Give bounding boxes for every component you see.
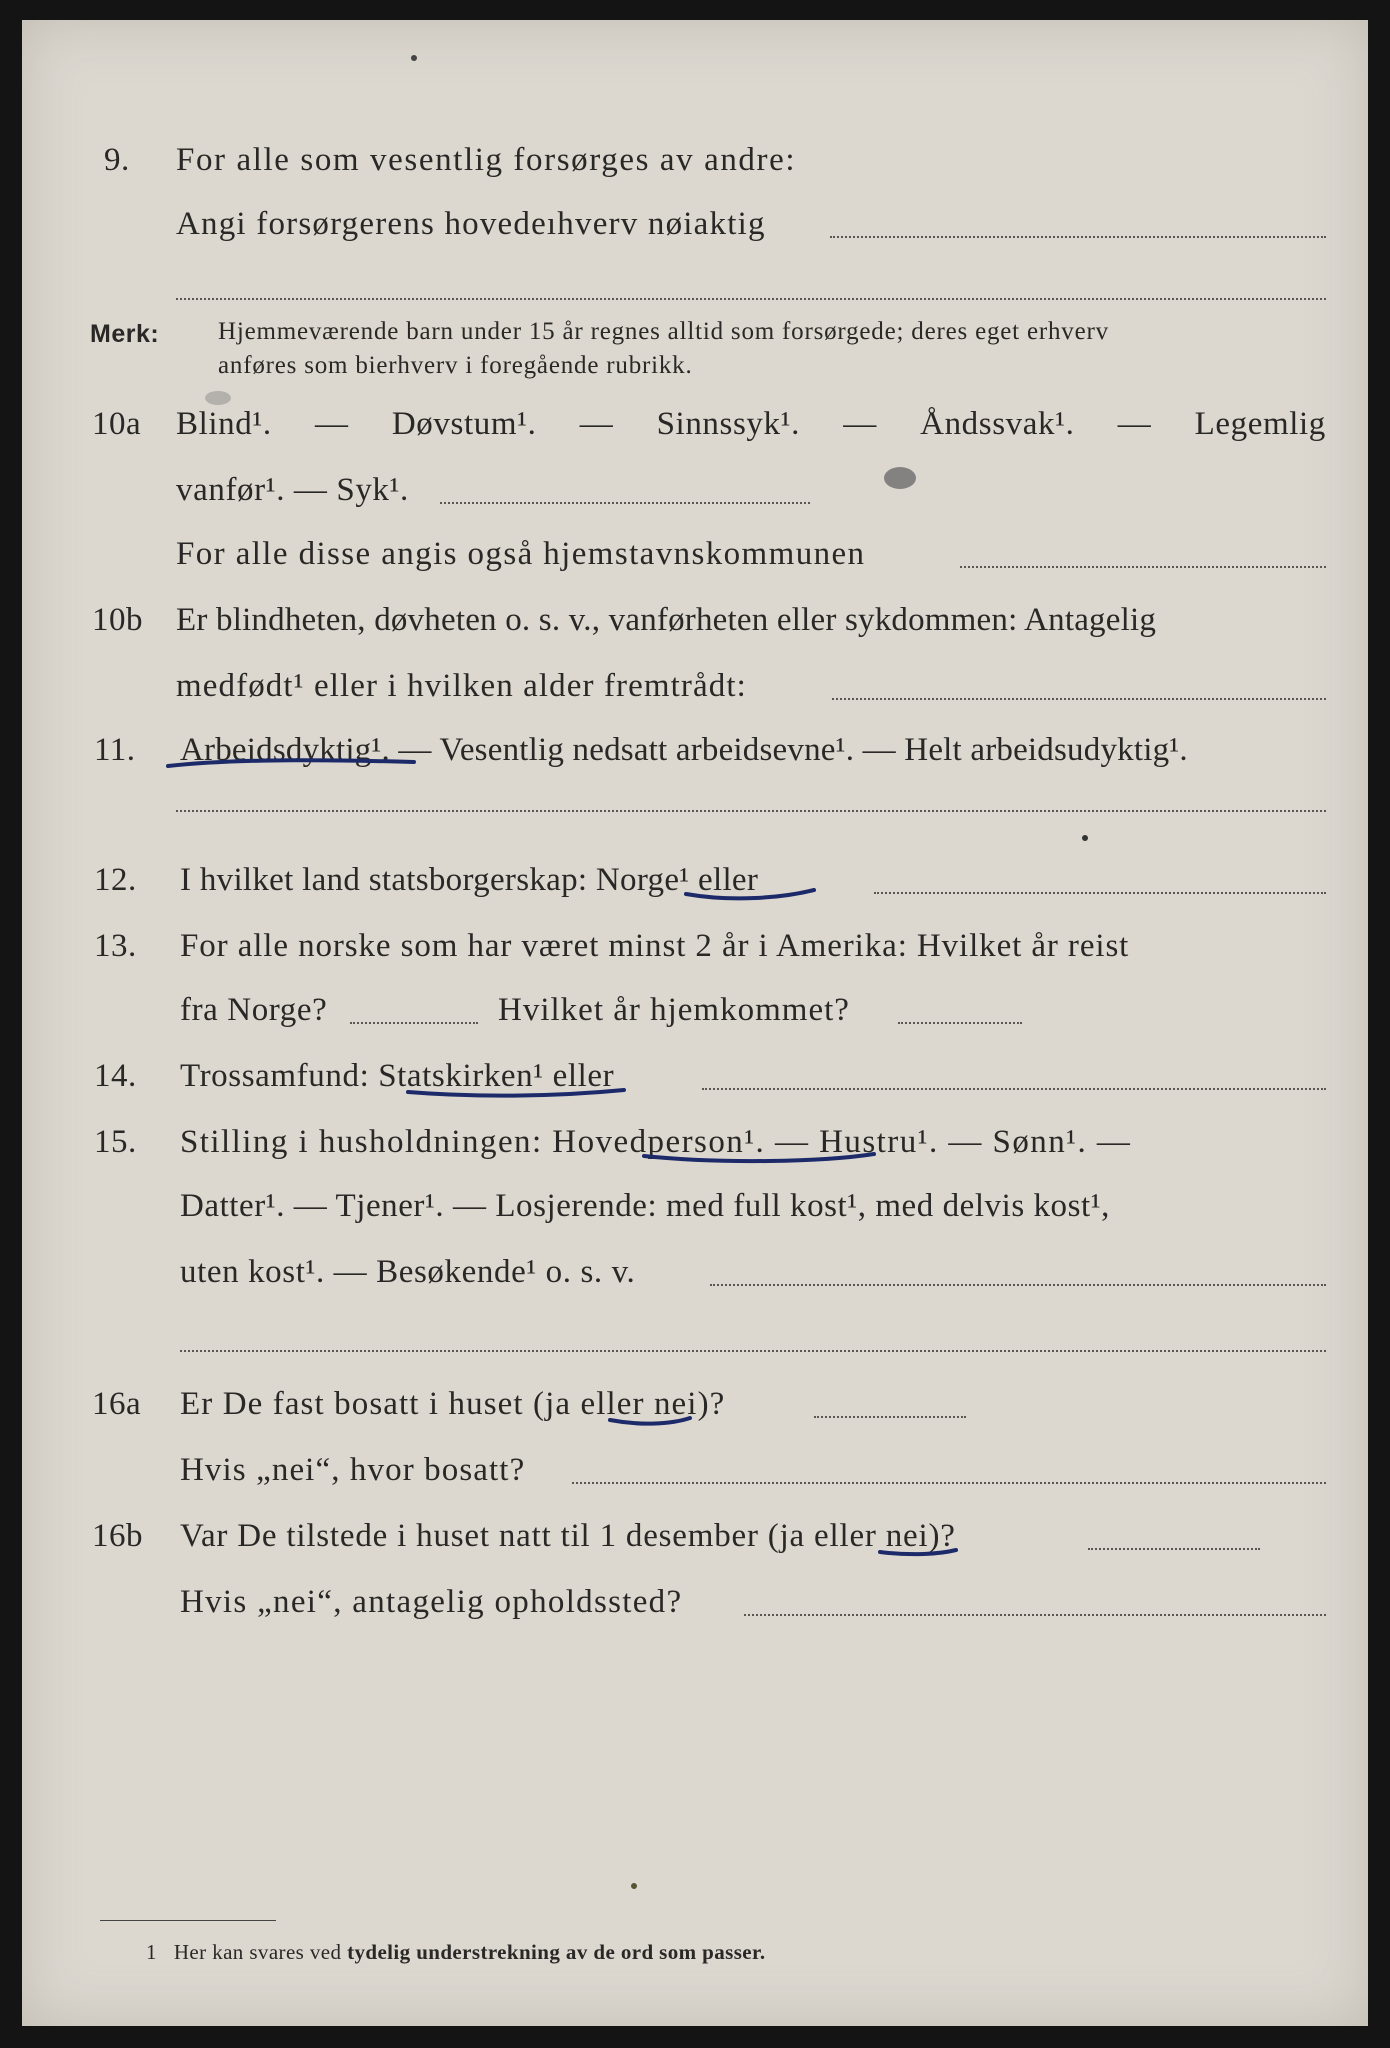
- option-andssvak: Åndssvak¹.: [920, 406, 1075, 442]
- underline-arbeidsdyktig: [168, 760, 414, 766]
- item-10a-line2: vanfør¹. — Syk¹.: [176, 472, 409, 508]
- underline-ja-16b: [880, 1550, 956, 1554]
- item-16b-followup: Hvis „nei“, antagelig opholdssted?: [180, 1584, 683, 1620]
- item-13-number: 13.: [94, 928, 137, 964]
- item-11-number: 11.: [94, 732, 136, 768]
- item-15-line2: Datter¹. — Tjener¹. — Losjerende: med full kost¹, med delvis kost¹,: [180, 1188, 1110, 1224]
- dash: —: [1117, 406, 1152, 442]
- item-16b-question: Var De tilstede i huset natt til 1 desember (ja eller nei)?: [180, 1518, 956, 1554]
- item-9-instruction: Angi forsørgerens hovedeıhverv nøiaktig: [176, 206, 766, 242]
- option-blind: Blind¹.: [176, 406, 272, 442]
- item-16a-followup: Hvis „nei“, hvor bosatt?: [180, 1452, 526, 1488]
- underline-ja-16a: [610, 1418, 690, 1424]
- handwritten-underlines: [22, 20, 1368, 2026]
- item-9-number: 9.: [104, 142, 130, 178]
- item-10a-line3: For alle disse angis også hjemstavnskommunen: [176, 536, 866, 572]
- item-13-question: For alle norske som har været minst 2 år i Amerika: Hvilket år reist: [180, 928, 1130, 964]
- item-11-options: Arbeidsdyktig¹. — Vesentlig nedsatt arbeidsevne¹. — Helt arbeidsudyktig¹.: [180, 732, 1188, 768]
- item-10b-line2: medfødt¹ eller i hvilken alder fremtrådt:: [176, 668, 747, 704]
- item-15-number: 15.: [94, 1124, 137, 1160]
- item-10b-line1: Er blindheten, døvheten o. s. v., vanførheten eller sykdommen: Antagelig: [176, 602, 1157, 638]
- underline-norge: [686, 890, 814, 898]
- item-16b-number: 16b: [92, 1518, 143, 1554]
- option-dovstum: Døvstum¹.: [391, 406, 537, 442]
- item-15-line1: Stilling i husholdningen: Hovedperson¹. — Hustru¹. — Sønn¹. —: [180, 1124, 1132, 1160]
- item-16a-question: Er De fast bosatt i huset (ja eller nei)?: [180, 1386, 726, 1422]
- item-9-question: For alle som vesentlig forsørges av andre:: [176, 142, 797, 178]
- ink-speck: [631, 1883, 637, 1889]
- item-10b-number: 10b: [92, 602, 143, 638]
- item-15-line3: uten kost¹. — Besøkende¹ o. s. v.: [180, 1254, 636, 1290]
- underline-hovedperson: [644, 1154, 874, 1161]
- item-10a-number: 10a: [92, 406, 142, 442]
- ink-speck: [411, 55, 417, 61]
- footnote-text: Her kan svares ved: [173, 1940, 342, 1964]
- item-13-left-label: fra Norge?: [180, 992, 328, 1028]
- dash: —: [843, 406, 877, 442]
- item-12-number: 12.: [94, 862, 137, 898]
- item-12-question: I hvilket land statsborgerskap: Norge¹ eller: [180, 862, 759, 898]
- dash: —: [314, 406, 349, 442]
- ink-smudge: [205, 391, 231, 405]
- item-16a-number: 16a: [92, 1386, 142, 1422]
- underline-statskirken: [408, 1090, 624, 1096]
- footnote-emphasis: tydelig understrekning av de ord som passer.: [347, 1940, 766, 1964]
- option-sinnssyk: Sinnssyk¹.: [656, 406, 800, 442]
- item-14-question: Trossamfund: Statskirken¹ eller: [180, 1058, 615, 1094]
- item-13-returned-label: Hvilket år hjemkommet?: [498, 992, 850, 1028]
- ink-speck: [1082, 835, 1088, 841]
- footnote-marker: 1: [146, 1940, 157, 1964]
- note-text-2: anføres som bierhverv i foregående rubrikk.: [218, 352, 693, 379]
- ink-smudge: [884, 467, 916, 489]
- dash: —: [579, 406, 614, 442]
- option-legemlig: Legemlig: [1194, 406, 1326, 442]
- census-form-page: [22, 20, 1368, 2026]
- note-text-1: Hjemmeværende barn under 15 år regnes alltid som forsørgede; deres eget erhverv: [218, 318, 1109, 345]
- item-14-number: 14.: [94, 1058, 137, 1094]
- note-label: Merk:: [90, 320, 160, 348]
